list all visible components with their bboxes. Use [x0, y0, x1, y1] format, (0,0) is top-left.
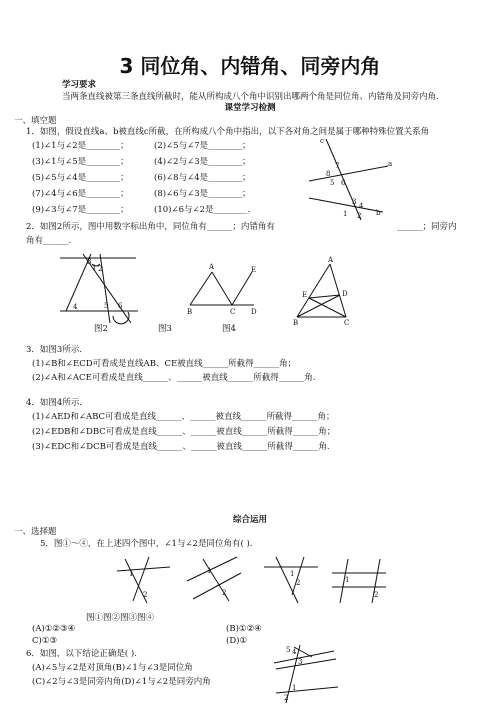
fig6-label: 1: [292, 684, 297, 692]
q4-line-3: (3)∠EDC和∠DCB可看成是直线______、______被直线______所截得______角.: [32, 442, 330, 452]
fig4-label: E: [302, 291, 308, 299]
figure-4-caption: 图4: [222, 324, 236, 334]
part1-heading: 一、填空题: [14, 116, 57, 126]
fig5-label: 2: [143, 591, 148, 599]
q2-text: 2．如图2所示，图中用数字标出角中，同位角有______；内错角有: [26, 222, 275, 232]
fig1-label: b: [376, 209, 381, 217]
q1-item: (7)∠4与∠6是________；: [32, 189, 129, 199]
fig1-label: 3: [352, 198, 357, 206]
q6-text: 6．如图，以下结论正确是( ).: [26, 649, 137, 659]
q6-options-ab[interactable]: (A)∠5与∠2是对顶角(B)∠1与∠3是同位角: [32, 663, 193, 673]
fig1-label: c: [320, 137, 324, 145]
page-title: 3 同位角、内错角、同旁内角: [119, 54, 381, 78]
fig1-label: 1: [343, 210, 348, 218]
fig1-label: 4: [359, 202, 364, 210]
fig1-label: 6: [341, 179, 346, 187]
fig6-label: 3: [298, 658, 303, 666]
fig2-label: 1: [92, 264, 97, 272]
q2-text-cont: 角有______.: [26, 236, 72, 246]
q5-option-b[interactable]: (B)①②④: [226, 624, 262, 634]
q1-text: 1．如图，假设直线a、b被直线c所截，在所构成八个角中指出，以下各对角之间是属于哪种特殊位置关系角: [26, 127, 430, 137]
fig4-label: A: [328, 256, 334, 264]
fig6-label: 4: [292, 648, 297, 656]
figure-1-diagram: [305, 132, 395, 222]
fig1-label: 2: [357, 212, 362, 220]
q1-item: (8)∠6与∠3是________；: [154, 189, 251, 199]
fig2-label: 6: [118, 302, 123, 310]
section-heading-comprehensive: 综合运用: [232, 515, 267, 525]
fig1-label: a: [388, 160, 393, 168]
fig4-label: C: [344, 319, 350, 327]
figure-5-1-diagram: [115, 555, 175, 605]
fig1-label: 8: [326, 170, 331, 178]
fig2-label: 5: [104, 302, 109, 310]
q5-option-c[interactable]: C)①③: [32, 636, 58, 646]
figure-2-diagram: [58, 252, 148, 327]
fig5-label: 1: [290, 570, 295, 578]
figure-5-4-diagram: [330, 555, 390, 605]
q1-item: (5)∠5与∠4是________；: [32, 173, 129, 183]
q1-item: (2)∠5与∠7是________；: [154, 141, 251, 151]
fig1-label: 7: [335, 162, 340, 170]
q3-text: 3．如图3所示．: [26, 345, 88, 355]
q2-text-cont: ______；同旁内: [397, 222, 457, 232]
figure-6-diagram: [272, 643, 347, 705]
fig5-label: 2: [374, 591, 379, 599]
study-requirements-heading: 学习要求: [62, 80, 97, 90]
fig6-label: 2: [284, 694, 289, 702]
q1-item: (9)∠3与∠7是________；: [32, 205, 129, 215]
fig6-label: 5: [286, 646, 291, 654]
fig3-label: E: [251, 266, 257, 274]
fig3-label: A: [209, 263, 215, 271]
study-requirements-text: 当两条直线被第三条直线所截时，能从所构成八个角中识别出哪两个角是同位角、内错角及同旁内角.: [62, 92, 439, 102]
q1-item: (3)∠1与∠5是________；: [32, 157, 129, 167]
q5-option-d[interactable]: (D)①: [226, 636, 248, 646]
fig5-label: 2: [222, 589, 227, 597]
fig2-label: 2: [98, 265, 103, 273]
fig1-label: 5: [330, 179, 335, 187]
fig5-label: 1: [345, 576, 350, 584]
fig4-label: B: [293, 319, 299, 327]
figure-3-caption: 图3: [158, 324, 172, 334]
fig2-label: 4: [73, 303, 78, 311]
q6-options-cd[interactable]: (C)∠2与∠3是同旁内角(D)∠1与∠2是同旁内角: [32, 677, 211, 687]
q1-item: (4)∠2与∠3是________；: [154, 157, 251, 167]
figure-3-diagram: [185, 262, 265, 317]
fig2-label: 3: [87, 258, 92, 266]
q1-item: (1)∠1与∠2是________；: [32, 141, 129, 151]
q4-line-1: (1)∠AED和∠ABC可看成是直线______、______被直线______所截得______角；: [32, 412, 335, 422]
q4-line-2: (2)∠EDB和∠DBC可看成是直线______、______被直线______所截得______角；: [32, 427, 336, 437]
figure-5-2-diagram: [185, 555, 245, 605]
q1-item: (10)∠6与∠2是________.: [154, 205, 251, 215]
q5-option-a[interactable]: (A)①②③④: [32, 624, 76, 634]
part2-heading: 一、选择题: [14, 527, 57, 537]
fig3-label: B: [187, 308, 193, 316]
fig4-label: D: [342, 290, 348, 298]
q1-item: (6)∠8与∠4是________；: [154, 173, 251, 183]
figure-4-diagram: [292, 258, 362, 328]
figure-2-caption: 图2: [94, 324, 108, 334]
fig5-label: 2: [296, 579, 301, 587]
q3-line-2: (2)∠A和∠ACE可看成是直线______、______被直线______所截得______角.: [32, 373, 316, 383]
q3-line-1: (1)∠B和∠ECD可看成是直线AB、CE被直线______所截得______角；: [32, 359, 297, 369]
fig5-label: 1: [129, 570, 134, 578]
fig3-label: C: [230, 308, 236, 316]
fig5-label: 1: [207, 567, 212, 575]
q5-figure-captions: 图①图②图③图④: [86, 613, 155, 623]
q5-text: 5．图①～④，在上述四个图中，∠1与∠2是同位角有( ).: [40, 539, 253, 549]
section-heading-classroom: 课堂学习检测: [224, 103, 276, 113]
q4-text: 4．如图4所示．: [26, 398, 88, 408]
figure-5-3-diagram: [262, 555, 322, 605]
fig3-label: D: [251, 308, 257, 316]
